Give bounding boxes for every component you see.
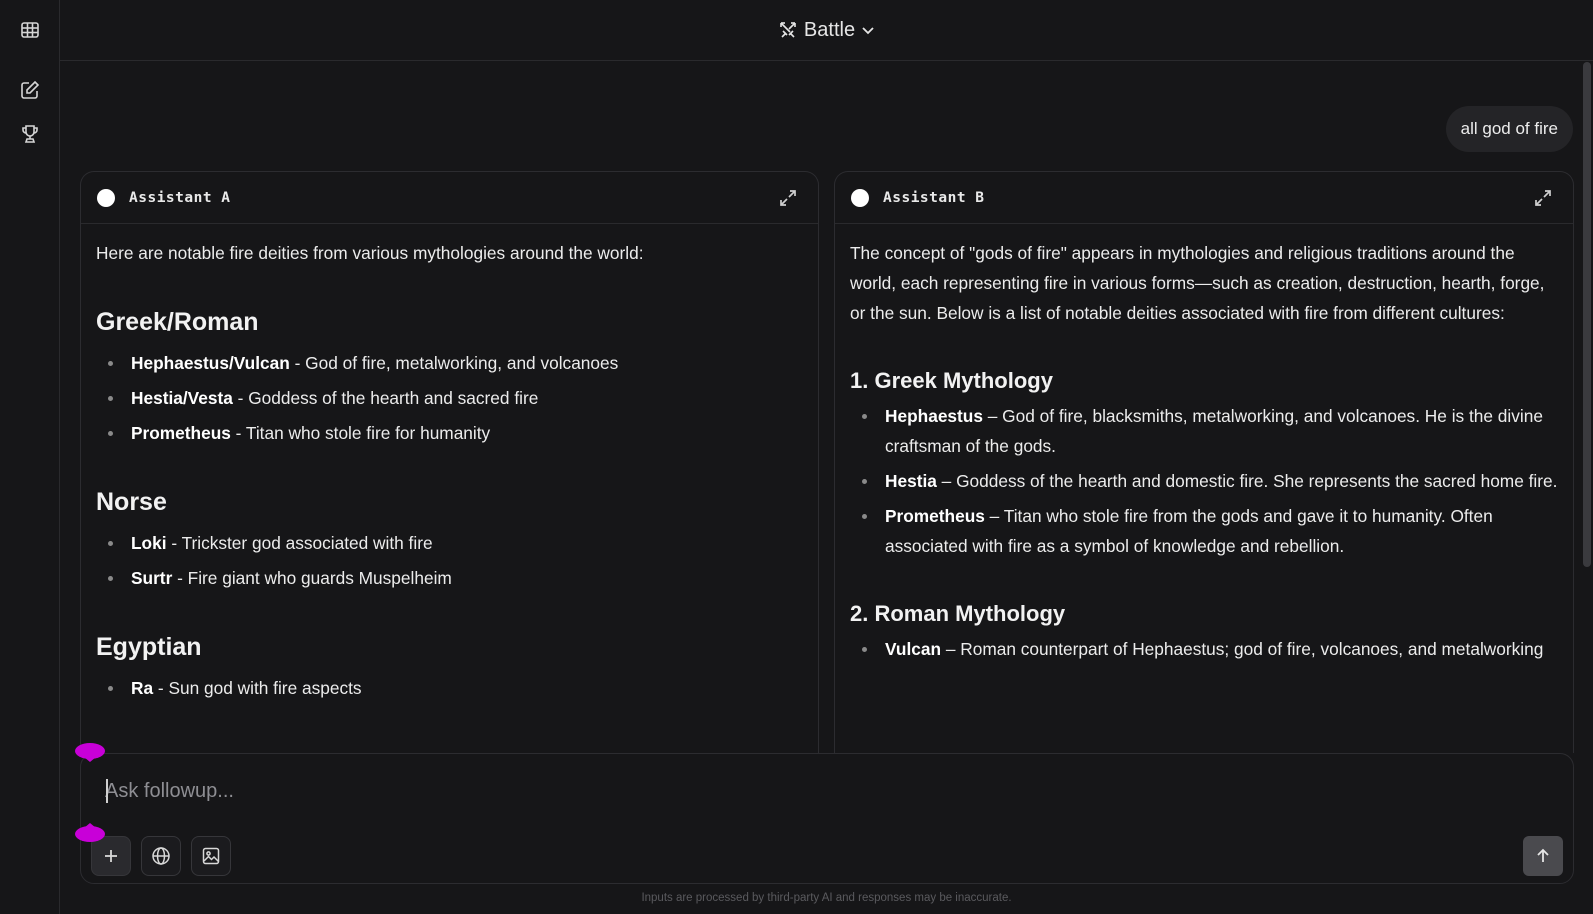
web-search-button[interactable] bbox=[141, 836, 181, 876]
list-item bbox=[96, 418, 803, 448]
list-item bbox=[96, 528, 803, 558]
leaderboard-table-icon[interactable] bbox=[16, 16, 44, 44]
image-icon bbox=[201, 846, 221, 866]
list-item bbox=[96, 383, 803, 413]
crossed-swords-icon bbox=[778, 20, 798, 40]
send-button[interactable] bbox=[1523, 836, 1563, 876]
assistant-a-avatar bbox=[97, 189, 115, 207]
section-heading: 1. Greek Mythology bbox=[850, 368, 1053, 393]
deity-name: Hephaestus bbox=[885, 406, 983, 426]
deity-desc: - Goddess of the hearth and sacred fire bbox=[232, 388, 539, 408]
deity-name: Prometheus bbox=[885, 506, 985, 526]
trophy-icon[interactable] bbox=[16, 120, 44, 148]
expand-icon[interactable] bbox=[778, 188, 798, 208]
assistant-a-response bbox=[81, 224, 818, 703]
arrow-up-icon bbox=[1534, 847, 1552, 865]
user-message-text: all god of fire bbox=[1460, 119, 1558, 138]
deity-desc: – Roman counterpart of Hephaestus; god of fire, volcanoes, and metalworking bbox=[941, 639, 1544, 659]
section-heading: 2. Roman Mythology bbox=[850, 601, 1066, 626]
top-bar bbox=[60, 0, 1593, 61]
deity-list bbox=[96, 348, 803, 448]
globe-icon bbox=[151, 846, 171, 866]
deity-name: Surtr bbox=[131, 568, 173, 588]
user-message-bubble bbox=[1446, 106, 1573, 152]
assistant-b-header bbox=[835, 172, 1573, 224]
disclaimer-text: Inputs are processed by third-party AI and responses may be inaccurate. bbox=[641, 892, 1012, 904]
deity-list bbox=[96, 673, 803, 703]
plus-icon bbox=[102, 847, 120, 865]
list-item bbox=[96, 348, 803, 378]
purple-marker-icon bbox=[75, 823, 105, 845]
deity-desc: - Fire giant who guards Muspelheim bbox=[172, 568, 452, 588]
assistant-a-header bbox=[81, 172, 818, 224]
section-heading: Norse bbox=[96, 488, 167, 516]
deity-list bbox=[96, 528, 803, 593]
assistant-b-name: Assistant B bbox=[883, 189, 985, 206]
text-caret bbox=[106, 779, 108, 803]
deity-name: Prometheus bbox=[131, 423, 231, 443]
deity-list bbox=[850, 634, 1558, 664]
expand-icon[interactable] bbox=[1533, 188, 1553, 208]
deity-desc: - Trickster god associated with fire bbox=[166, 533, 433, 553]
deity-name: Loki bbox=[131, 533, 167, 553]
assistant-a-name: Assistant A bbox=[129, 189, 231, 206]
list-item bbox=[850, 634, 1558, 664]
image-upload-button[interactable] bbox=[191, 836, 231, 876]
deity-name: Vulcan bbox=[885, 639, 942, 659]
deity-desc: – Titan who stole fire from the gods and gave it to humanity. Often associated with fire as a symbol of knowledge and rebellion. bbox=[885, 506, 1493, 556]
deity-name: Ra bbox=[131, 678, 154, 698]
mode-label: Battle bbox=[803, 18, 856, 41]
followup-input[interactable] bbox=[105, 776, 1505, 806]
deity-desc: – God of fire, blacksmiths, metalworking, and volcanoes. He is the divine craftsman of the gods. bbox=[885, 406, 1543, 456]
assistant-b-panel bbox=[834, 171, 1574, 753]
list-item bbox=[96, 563, 803, 593]
new-chat-edit-icon[interactable] bbox=[16, 76, 44, 104]
deity-desc: - Sun god with fire aspects bbox=[153, 678, 362, 698]
list-item bbox=[850, 466, 1558, 496]
deity-name: Hestia bbox=[885, 471, 937, 491]
section-heading: Egyptian bbox=[96, 633, 202, 661]
deity-desc: – Goddess of the hearth and domestic fire. She represents the sacred home fire. bbox=[936, 471, 1558, 491]
deity-desc: - Titan who stole fire for humanity bbox=[230, 423, 491, 443]
section-heading: Greek/Roman bbox=[96, 308, 259, 336]
chevron-down-icon bbox=[861, 23, 875, 37]
response-intro: The concept of "gods of fire" appears in mythologies and religious traditions around the world, each representing fire in various forms—such as creation, destruction, hearth, forge, or the sun. Below is a list of notable deities associated with fire from different cultures: bbox=[850, 243, 1545, 323]
list-item bbox=[96, 673, 803, 703]
purple-marker-icon bbox=[75, 740, 105, 762]
left-rail bbox=[0, 0, 60, 914]
list-item bbox=[850, 501, 1558, 561]
deity-name: Hephaestus/Vulcan bbox=[131, 353, 290, 373]
deity-list bbox=[850, 401, 1558, 561]
deity-name: Hestia/Vesta bbox=[131, 388, 233, 408]
assistant-b-response bbox=[835, 224, 1573, 664]
deity-desc: - God of fire, metalworking, and volcanoes bbox=[289, 353, 619, 373]
response-intro: Here are notable fire deities from various mythologies around the world: bbox=[96, 243, 644, 263]
battle-mode-dropdown[interactable] bbox=[778, 19, 875, 42]
list-item bbox=[850, 401, 1558, 461]
followup-composer bbox=[80, 753, 1574, 884]
scrollbar-thumb[interactable] bbox=[1583, 62, 1591, 567]
assistant-b-avatar bbox=[851, 189, 869, 207]
assistant-a-panel bbox=[80, 171, 819, 753]
